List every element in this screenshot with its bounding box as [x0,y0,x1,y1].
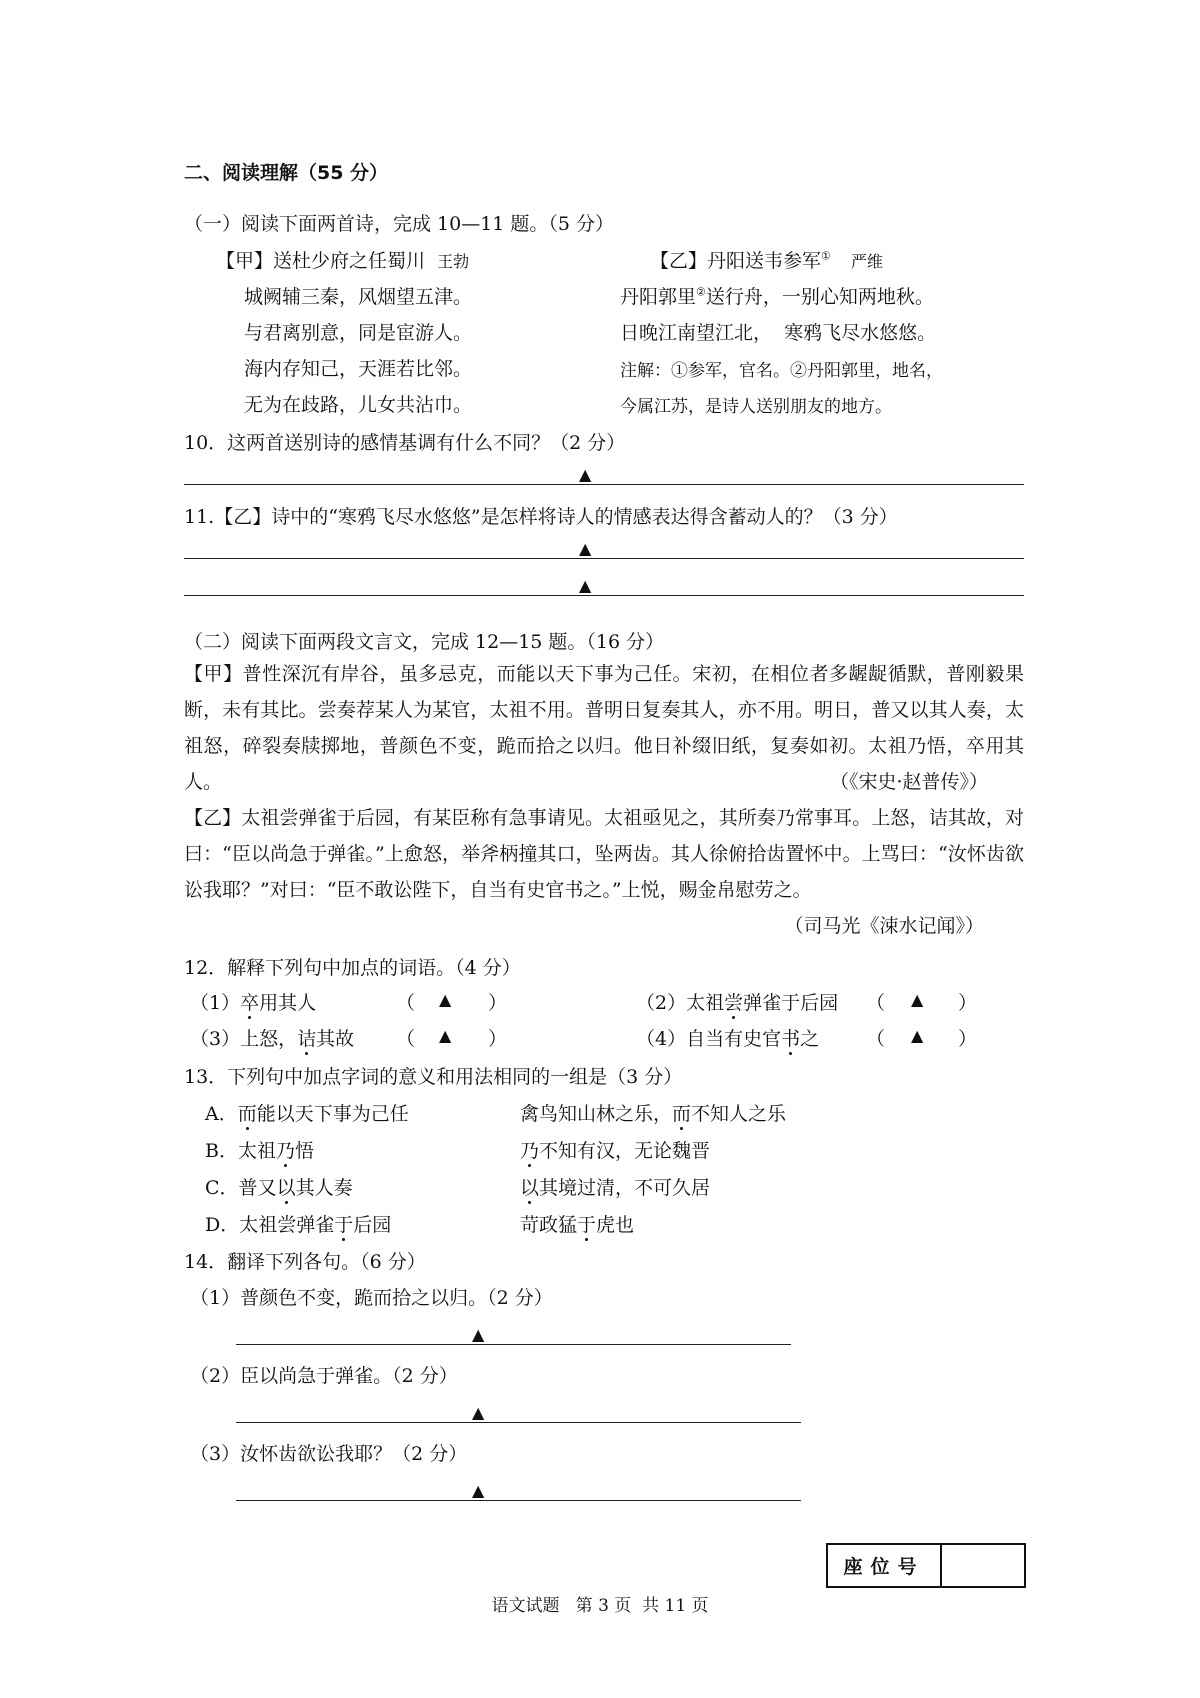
answer-line[interactable] [236,1344,791,1345]
dotted-word: 而 [237,1103,257,1125]
q13-option-c-compare [520,1173,710,1200]
source-yi: （司马光《涑水记闻》） [784,915,984,937]
option-text: 苛政猛 [520,1214,578,1236]
answer-marker: ▲ [579,539,592,558]
q12-item-pre: 自当有史官 [686,1028,782,1050]
question-10: 10．这两首送别诗的感情基调有什么不同？（2 分） [184,432,626,454]
poem-jia-line: 无为在歧路，儿女共沾巾。 [244,394,473,416]
answer-marker: ▲ [579,465,592,484]
option-letter: B． [205,1140,238,1162]
poem-yi-title-text: 【乙】丹阳送韦参军 [650,250,822,272]
question-12: 12．解释下列句中加点的词语。（4 分） [184,957,521,979]
q14-item: （3）汝怀齿欲讼我耶？（2 分） [190,1443,468,1465]
q12-item-post: 弹雀于后园 [743,992,839,1014]
option-text: 不知有汉，无论魏晋 [539,1140,711,1162]
answer-line[interactable] [236,1500,801,1501]
option-letter: A． [205,1103,238,1125]
dotted-word: 乃 [520,1140,540,1162]
poem-yi-note: 注解：①参军，官名。②丹阳郭里，地名， [620,361,943,381]
q12-item-post: 用其人 [259,992,317,1014]
poem-jia-author: 王勃 [437,252,470,271]
classical-text-jia [184,656,1024,800]
poem-yi-author: 严维 [850,252,883,271]
option-text: 能以天下事为己任 [256,1103,409,1125]
answer-marker: ▲ [579,576,592,595]
option-text: 悟 [295,1140,315,1162]
q12-item-post: 其故 [316,1028,355,1050]
source-jia: （《宋史·赵普传》） [829,771,988,793]
page-footer: 语文试题 第 3 页 共 11 页 [491,1596,709,1616]
dotted-word: 尝 [724,992,744,1014]
q12-item-post: 之 [800,1028,820,1050]
q13-option-a-compare [520,1099,786,1126]
poem-jia-title [216,246,469,273]
q12-item [190,1024,354,1051]
q13-option-b[interactable] [205,1136,314,1163]
answer-line[interactable] [184,595,1024,596]
q14-item: （2）臣以尚急于弹雀。（2 分） [190,1365,458,1387]
q12-item-num: （1） [190,992,241,1014]
paren-close: ） [488,992,508,1014]
seat-number-field[interactable] [942,1545,1024,1586]
option-text: 不知人之乐 [691,1103,787,1125]
q12-item-num: （2） [636,992,687,1014]
q12-item-num: （3） [190,1028,241,1050]
option-letter: D． [205,1214,240,1236]
q12-item [636,988,838,1015]
q12-item-pre: 上怒， [240,1028,298,1050]
q12-item-num: （4） [636,1028,687,1050]
dotted-word: 于 [577,1214,597,1236]
paren-open: （ [866,992,886,1014]
option-text: 虎也 [596,1214,635,1236]
section-title: 二、阅读理解（55 分） [184,162,389,184]
q13-option-c[interactable] [205,1173,353,1200]
poem-jia-line: 城阙辅三秦，风烟望五津。 [244,286,473,308]
poem-jia-title-text: 【甲】送杜少府之任蜀川 [216,250,426,272]
answer-marker: ▲ [472,1481,485,1500]
classical-text-jia-body: 【甲】普性深沉有岸谷，虽多忌克，而能以天下事为己任。宋初，在相位者多龌龊循默，普刚毅果断，未有其比。尝奏荐某人为某官，太祖不用。普明日复奏其人，亦不用。明日，普又以其人奏，太祖怒，碎裂奏牍掷地，普颜色不变，跪而拾之以归。他日补缀旧纸，复奏如初。太祖乃悟，卒用其人。 [184,663,1024,793]
answer-marker[interactable]: ▲ [439,1026,452,1045]
dotted-word: 于 [334,1214,354,1236]
poem-yi-line2: 日晚江南望江北， 寒鸦飞尽水悠悠。 [620,322,937,344]
q13-option-d[interactable] [205,1210,391,1237]
answer-line[interactable] [184,558,1024,559]
poem-yi-line1-b: 送行舟，一别心知两地秋。 [705,286,934,308]
answer-line[interactable] [236,1422,801,1423]
part2-intro: （二）阅读下面两段文言文，完成 12—15 题。（16 分） [184,631,665,653]
dotted-word: 以 [276,1177,296,1199]
q13-option-a[interactable] [205,1099,409,1126]
option-text: 其人奏 [295,1177,353,1199]
paren-open: （ [866,1028,886,1050]
answer-marker[interactable]: ▲ [911,1026,924,1045]
poem-yi-line1-a: 丹阳郭里 [620,286,697,308]
dotted-word: 而 [672,1103,692,1125]
poem-yi-line1-note: ② [696,285,706,299]
q13-option-b-compare [520,1136,710,1163]
paren-open: （ [396,1028,416,1050]
question-11: 11.【乙】诗中的“寒鸦飞尽水悠悠”是怎样将诗人的情感表达得含蓄动人的？（3 分） [184,506,898,528]
seat-number-label: 座位号 [828,1545,942,1586]
paren-close: ） [488,1028,508,1050]
q12-item [190,988,316,1015]
option-text: 普又 [238,1177,277,1199]
answer-line[interactable] [184,484,1024,485]
question-13: 13．下列句中加点字词的意义和用法相同的一组是（3 分） [184,1066,683,1088]
q13-option-d-compare [520,1210,634,1237]
answer-marker[interactable]: ▲ [439,990,452,1009]
dotted-word: 以 [520,1177,540,1199]
part1-intro: （一）阅读下面两首诗，完成 10—11 题。（5 分） [184,213,615,235]
classical-text-yi [184,800,1024,944]
option-text: 后园 [353,1214,392,1236]
paren-close: ） [958,1028,978,1050]
dotted-word: 乃 [275,1140,295,1162]
classical-text-yi-body: 【乙】太祖尝弹雀于后园，有某臣称有急事请见。太祖亟见之，其所奏乃常事耳。上怒，诘其故，对曰：“臣以尚急于弹雀。”上愈怒，举斧柄撞其口，坠两齿。其人徐俯拾齿置怀中。上骂曰：“汝怀齿欲讼我耶？”对曰：“臣不敢讼陛下，自当有史官书之。”上悦，赐金帛慰劳之。 [184,807,1024,901]
q14-item: （1）普颜色不变，跪而拾之以归。（2 分） [190,1287,553,1309]
q12-item [636,1024,819,1051]
poem-yi-title-note: ① [821,249,831,263]
poem-yi-line1 [620,282,934,309]
q12-item-pre: 太祖 [686,992,725,1014]
dotted-word: 卒 [240,992,260,1014]
dotted-word: 书 [781,1028,801,1050]
poem-yi-title [650,246,883,273]
answer-marker: ▲ [472,1403,485,1422]
option-text: 太祖尝弹雀 [239,1214,335,1236]
answer-marker: ▲ [472,1325,485,1344]
poem-jia-line: 海内存知己，天涯若比邻。 [244,358,473,380]
option-text: 太祖 [237,1140,276,1162]
option-letter: C． [205,1177,239,1199]
option-text: 其境过清，不可久居 [539,1177,711,1199]
option-text: 禽鸟知山林之乐， [520,1103,673,1125]
answer-marker[interactable]: ▲ [911,990,924,1009]
question-14: 14．翻译下列各句。（6 分） [184,1251,426,1273]
poem-yi-note: 今属江苏，是诗人送别朋友的地方。 [620,397,892,417]
paren-open: （ [396,992,416,1014]
dotted-word: 诘 [297,1028,317,1050]
seat-number-box [826,1543,1026,1588]
poem-jia-line: 与君离别意，同是宦游人。 [244,322,473,344]
paren-close: ） [958,992,978,1014]
